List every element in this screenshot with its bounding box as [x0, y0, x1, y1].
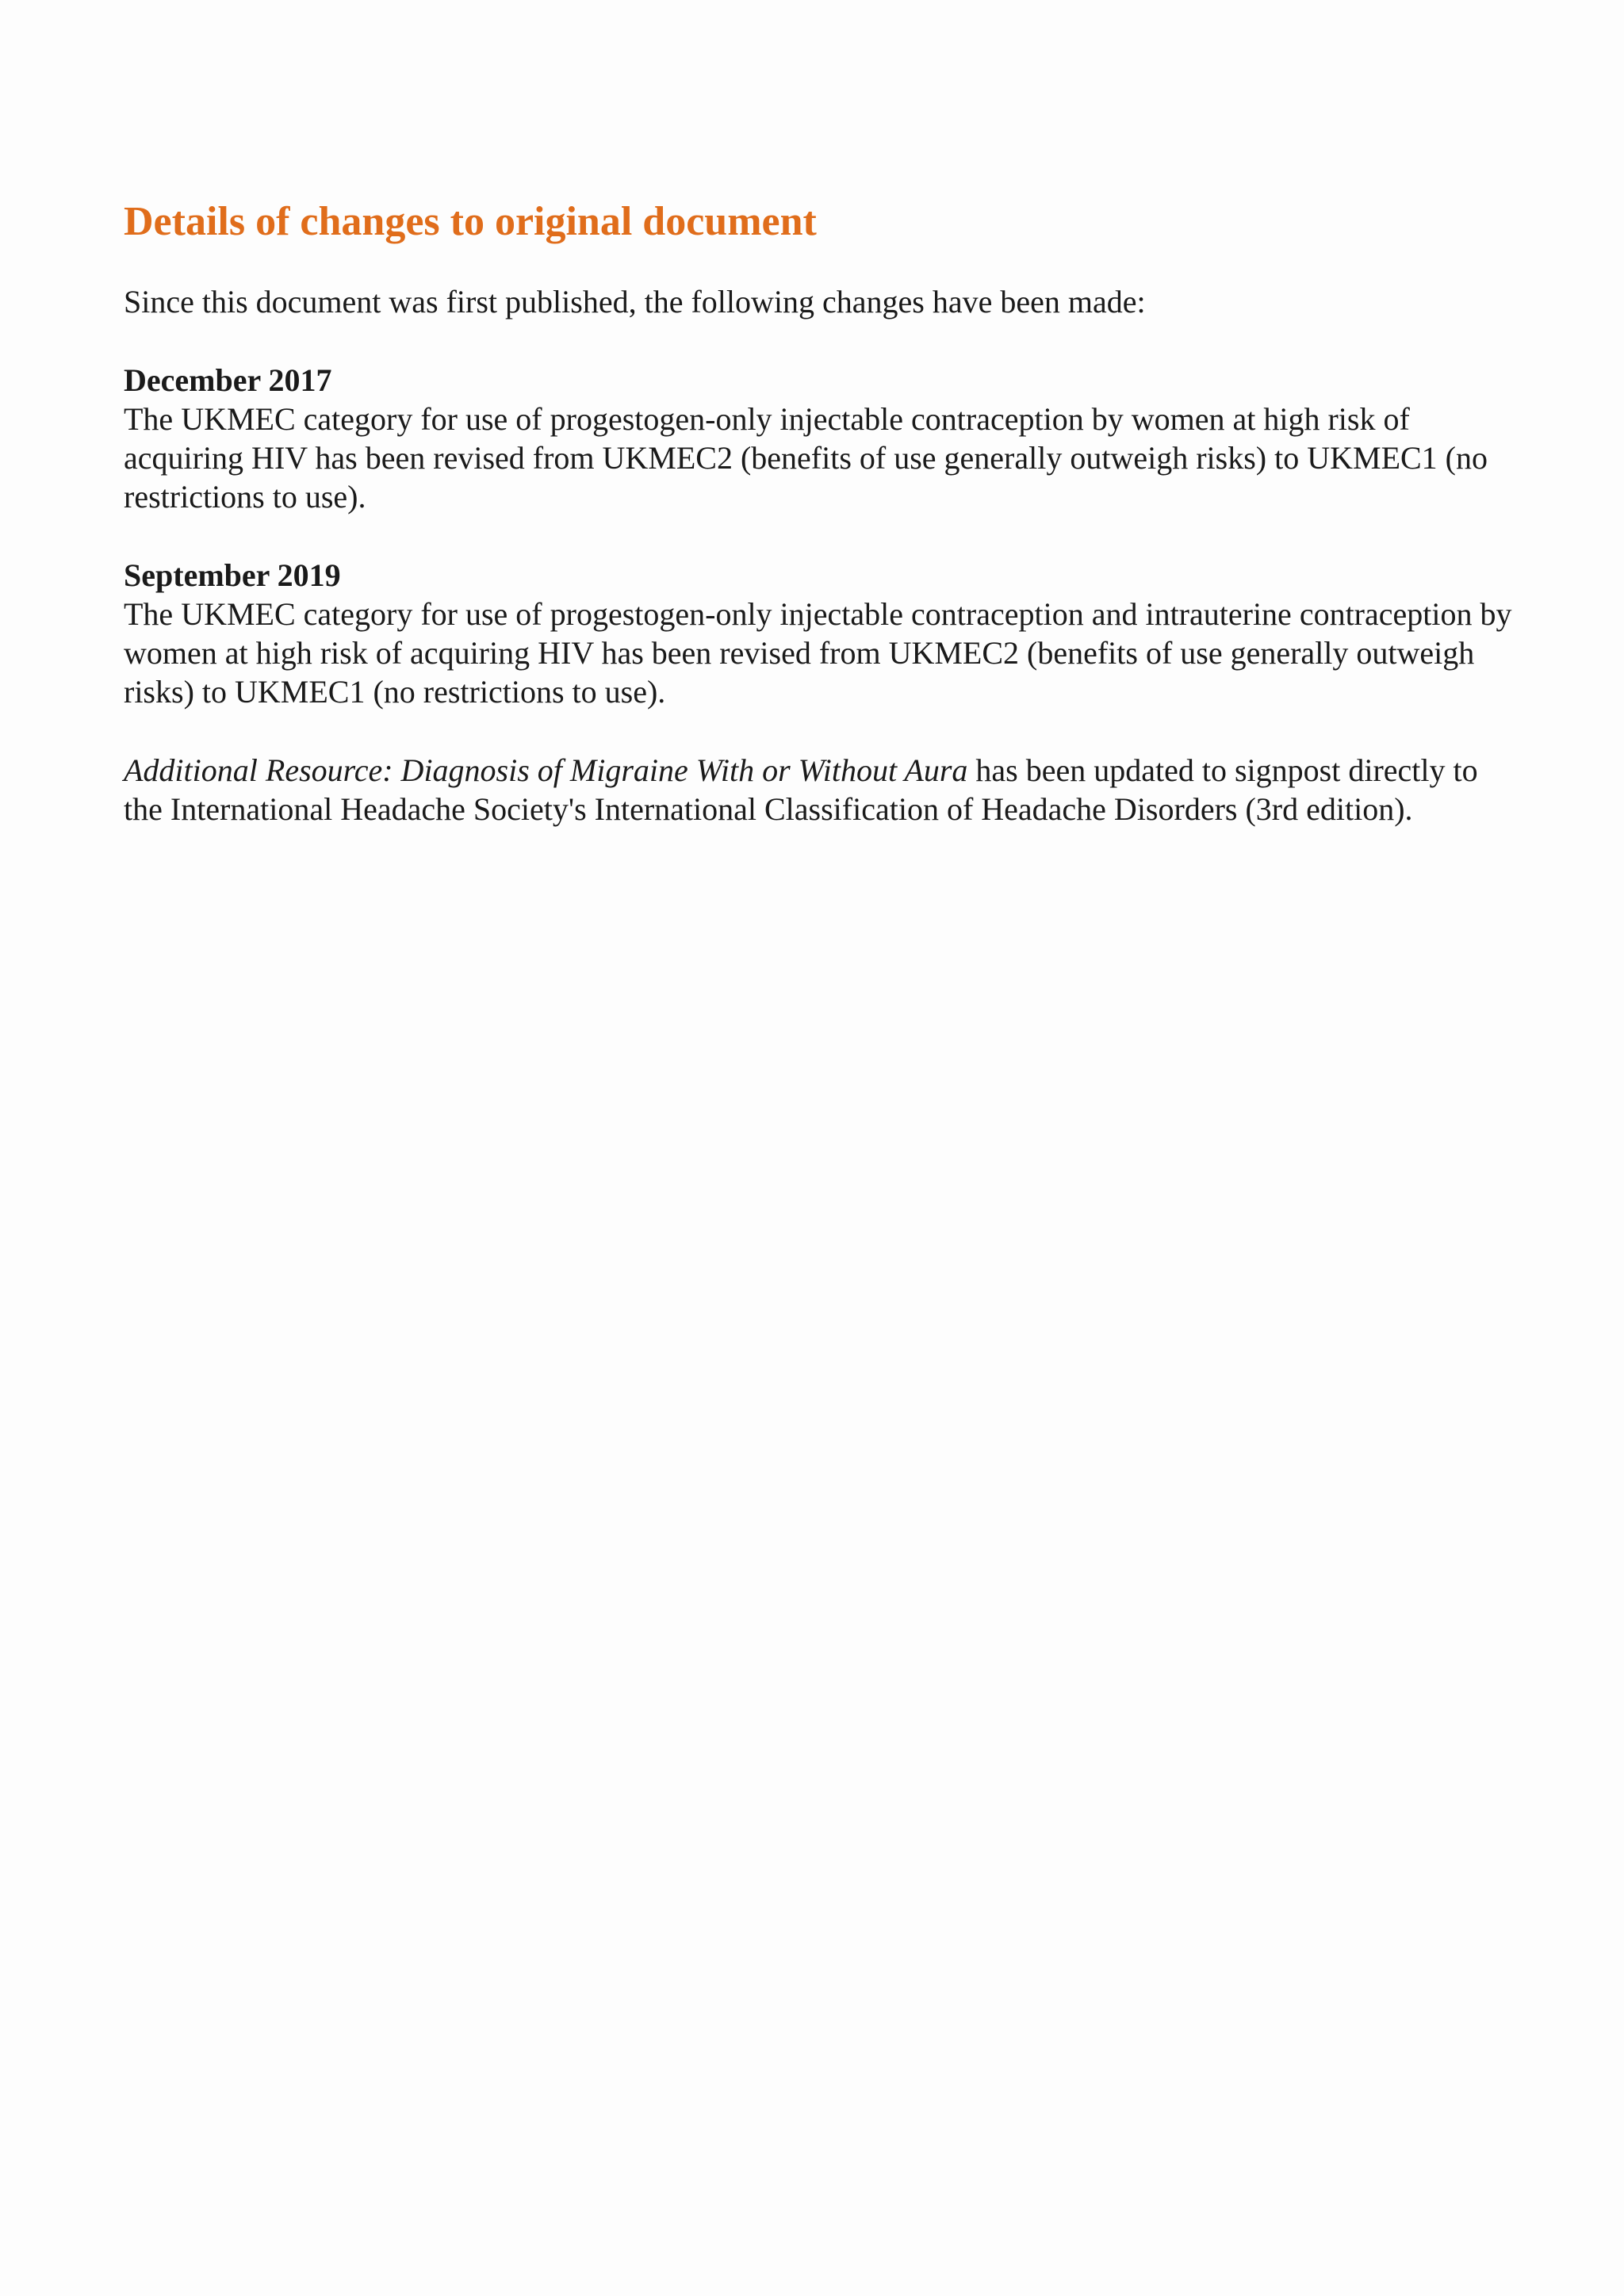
- resource-update-text: has been updated to signpost directly to the International Headache Society's International Classification of Headache Disorders (3rd edition).: [124, 752, 1478, 827]
- change-description: The UKMEC category for use of progestogen-only injectable contraception by women at high risk of acquiring HIV has been revised from UKMEC2 (benefits of use generally outweigh risks) to UKMEC1 (no restrictions to use).: [124, 401, 1488, 515]
- resource-update-note: [124, 751, 1519, 828]
- change-description: The UKMEC category for use of progestogen-only injectable contraception and intrauterine contraception by women at high risk of acquiring HIV has been revised from UKMEC2 (benefits of use generally outweigh risks) to UKMEC1 (no restrictions to use).: [124, 596, 1512, 710]
- change-entry-september-2019: [124, 556, 1519, 711]
- change-date: September 2019: [124, 557, 341, 593]
- page-title: Details of changes to original document: [124, 199, 817, 244]
- document-content: [124, 197, 1519, 860]
- resource-title: Additional Resource: Diagnosis of Migraine With or Without Aura: [124, 752, 968, 788]
- intro-paragraph: Since this document was first published, the following changes have been made:: [124, 284, 1146, 320]
- change-date: December 2017: [124, 362, 332, 398]
- change-entry-december-2017: [124, 361, 1519, 516]
